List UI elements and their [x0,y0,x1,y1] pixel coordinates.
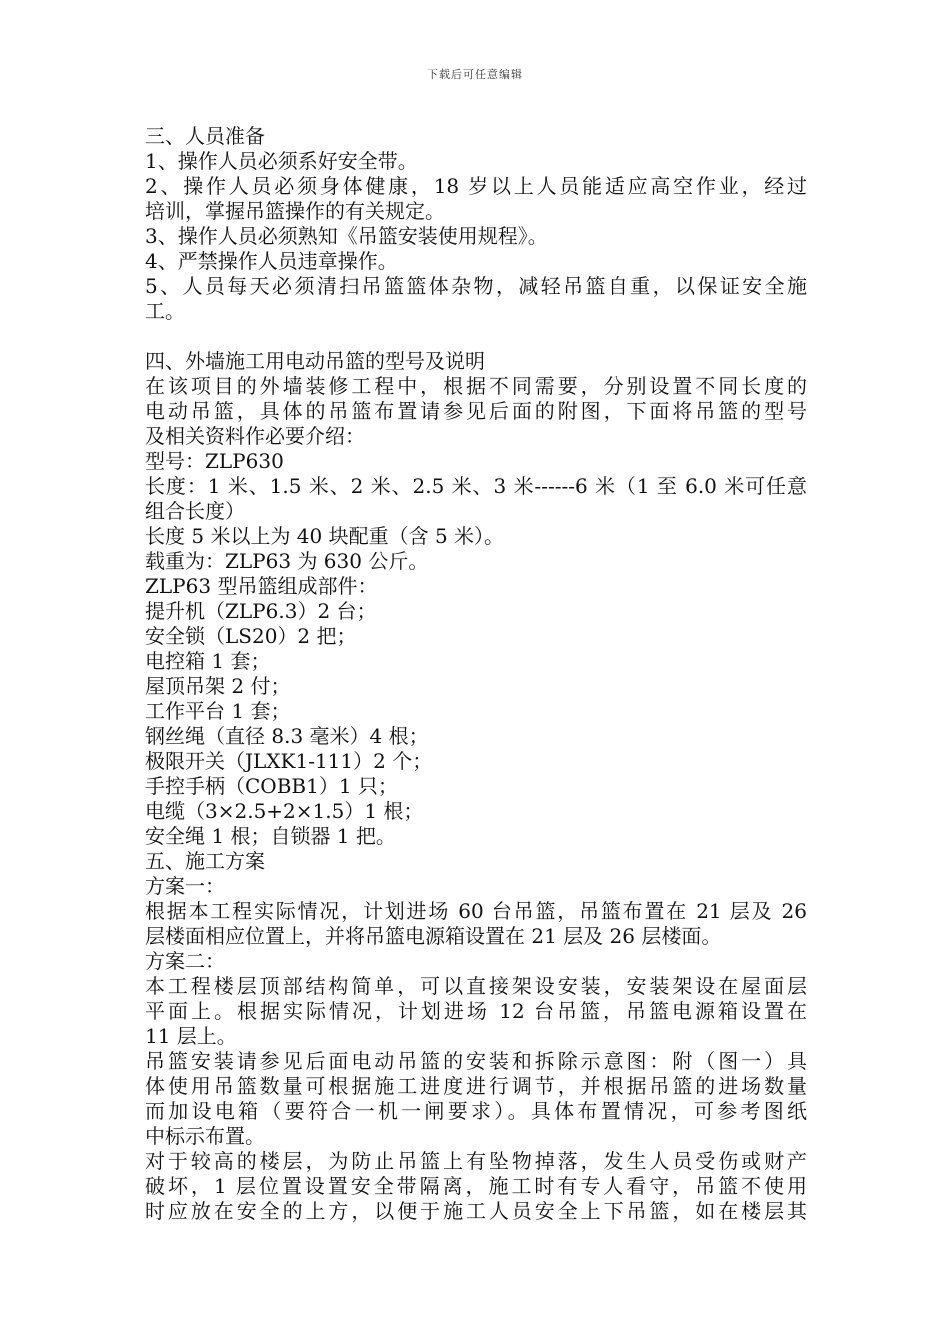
paragraph-line: 而加设电箱（要符合一机一闸要求）。具体布置情况，可参考图纸 [145,1099,807,1123]
header-note: 下载后可任意编辑 [427,68,523,81]
paragraph-line: 5、人员每天必须清扫吊篮篮体杂物，减轻吊篮自重，以保证安全施 [145,274,807,298]
components-heading: ZLP63 型吊篮组成部件： [145,574,378,598]
counterweight-line: 长度 5 米以上为 40 块配重（含 5 米）。 [145,524,505,548]
paragraph-line: 本工程楼层顶部结构简单，可以直接架设安装，安装架设在屋面层 [145,974,807,998]
component-item: 工作平台 1 套； [145,699,291,723]
paragraph-line: 中标示布置。 [145,1124,265,1148]
component-item: 钢丝绳（直径 8.3 毫米）4 根； [145,724,429,748]
section-heading-basket-model: 四、外墙施工用电动吊篮的型号及说明 [145,349,485,373]
paragraph-line: 11 层上。 [145,1024,237,1048]
paragraph-line: 4、严禁操作人员违章操作。 [145,249,398,273]
paragraph-line: 对于较高的楼层，为防止吊篮上有坠物掉落，发生人员受伤或财产 [145,1149,807,1173]
paragraph-line: 破坏，1 层位置设置安全带隔离，施工时有专人看守，吊篮不使用 [145,1174,807,1198]
paragraph-line: 吊篮安装请参见后面电动吊篮的安装和拆除示意图：附（图一）具 [145,1049,807,1073]
component-item: 提升机（ZLP6.3）2 台； [145,599,377,623]
paragraph-line: 工。 [145,299,185,323]
load-line: 载重为：ZLP63 为 630 公斤。 [145,549,429,573]
component-item: 屋顶吊架 2 付； [145,674,291,698]
component-item: 安全绳 1 根；自锁器 1 把。 [145,824,396,848]
length-line: 长度：1 米、1.5 米、2 米、2.5 米、3 米------6 米（1 至 6.0 米可任意 [145,474,807,498]
paragraph-line: 组合长度） [145,499,245,523]
paragraph-line: 3、操作人员必须熟知《吊篮安装使用规程》。 [145,224,548,248]
paragraph-line: 及相关资料作必要介绍： [145,424,365,448]
plan-two-label: 方案二： [145,949,225,973]
model-line: 型号：ZLP630 [145,449,284,473]
component-item: 安全锁（LS20）2 把； [145,624,357,648]
component-item: 电控箱 1 套； [145,649,271,673]
paragraph-line: 电动吊篮，具体的吊篮布置请参见后面的附图，下面将吊篮的型号 [145,399,807,423]
paragraph-line: 根据本工程实际情况，计划进场 60 台吊篮，吊篮布置在 21 层及 26 [145,899,807,923]
blank-line [145,324,807,349]
component-item: 极限开关（JLXK1-111）2 个； [145,749,433,773]
paragraph-line: 体使用吊篮数量可根据施工进度进行调节，并根据吊篮的进场数量 [145,1074,807,1098]
section-heading-construction-plan: 五、施工方案 [145,849,265,873]
paragraph-line: 平面上。根据实际情况，计划进场 12 台吊篮，吊篮电源箱设置在 [145,999,807,1023]
paragraph-line: 在该项目的外墙装修工程中，根据不同需要，分别设置不同长度的 [145,374,807,398]
component-item: 电缆（3×2.5+2×1.5）1 根； [145,799,424,823]
section-heading-personnel: 三、人员准备 [145,124,265,148]
component-item: 手控手柄（COBB1）1 只； [145,774,398,798]
paragraph-line: 2、操作人员必须身体健康，18 岁以上人员能适应高空作业，经过 [145,174,807,198]
paragraph-line: 培训，掌握吊篮操作的有关规定。 [145,199,445,223]
plan-one-label: 方案一： [145,874,225,898]
paragraph-line: 层楼面相应位置上，并将吊篮电源箱设置在 21 层及 26 层楼面。 [145,924,722,948]
paragraph-line: 1、操作人员必须系好安全带。 [145,149,418,173]
document-body [145,124,807,1224]
paragraph-line: 时应放在安全的上方，以便于施工人员安全上下吊篮，如在楼层其 [145,1199,807,1223]
